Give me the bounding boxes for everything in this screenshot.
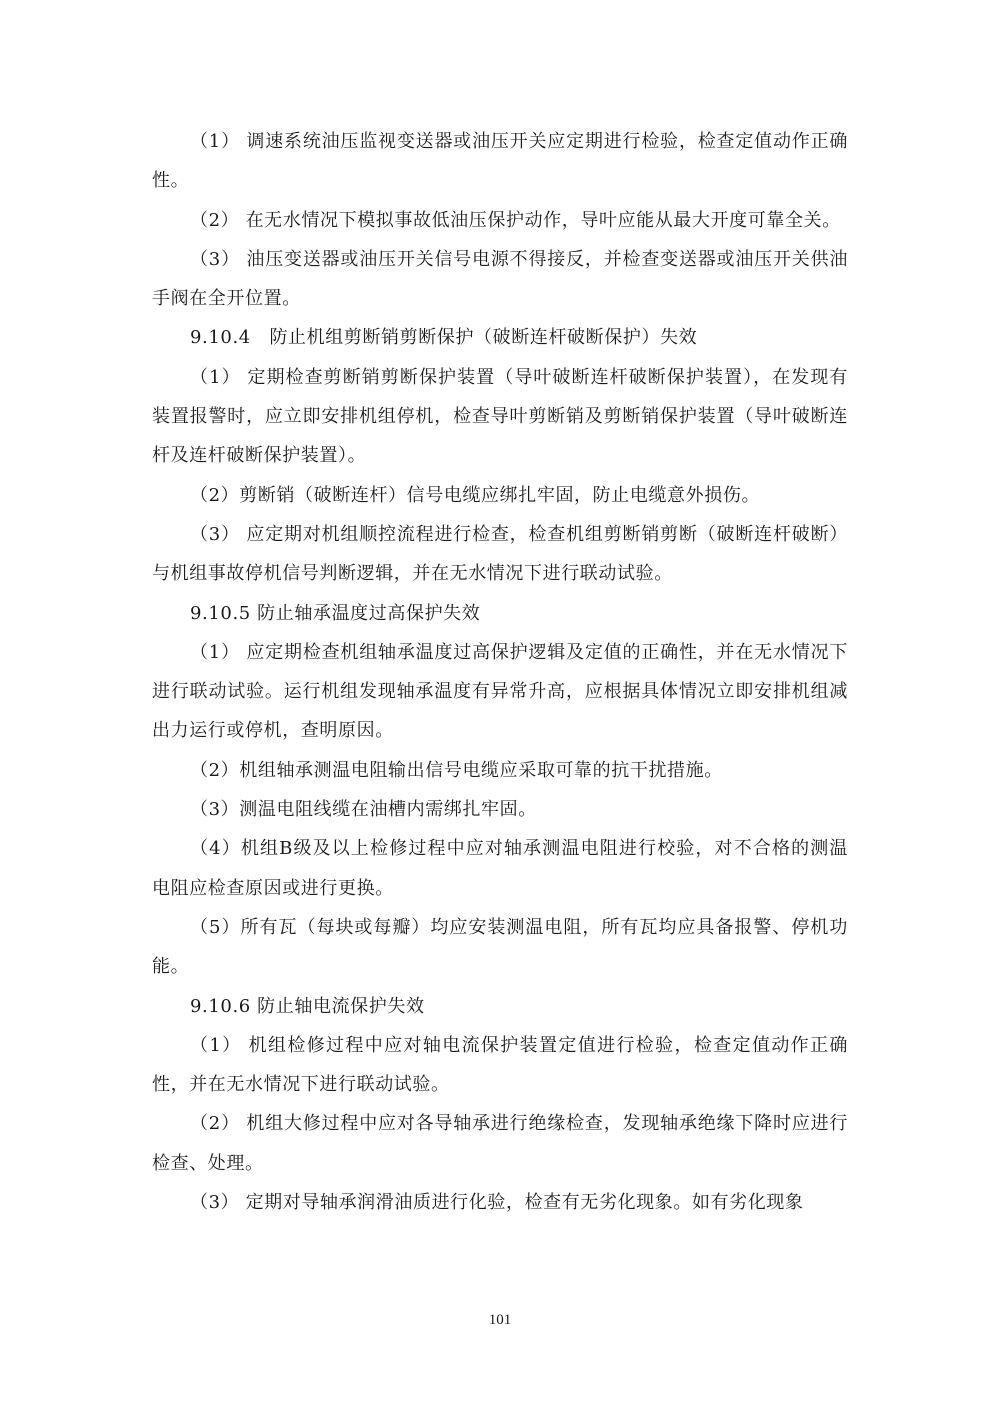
- paragraph: （2） 机组大修过程中应对各导轴承进行绝缘检查，发现轴承绝缘下降时应进行检查、处理。: [152, 1113, 848, 1174]
- paragraph: （3） 油压变送器或油压开关信号电源不得接反，并检查变送器或油压开关供油手阀在全开位置。: [152, 248, 848, 310]
- section-heading: 9.10.4 防止机组剪断销剪断保护（破断连杆破断保护）失效: [190, 327, 698, 349]
- paragraph: （3） 定期对导轴承润滑油质进行化验，检查有无劣化现象。如有劣化现象: [190, 1192, 804, 1214]
- paragraph: （5）所有瓦（每块或每瓣）均应安装测温电阻，所有瓦均应具备报警、停机功能。: [152, 916, 848, 978]
- paragraph: （4）机组B级及以上检修过程中应对轴承测温电阻进行校验，对不合格的测温电阻应检查原因或进行更换。: [152, 838, 848, 899]
- page-number: 101: [488, 1312, 512, 1328]
- paragraph: （1） 应定期检查机组轴承温度过高保护逻辑及定值的正确性，并在无水情况下进行联动试验。运行机组发现轴承温度有异常升高，应根据具体情况立即安排机组减出力运行或停机，查明原因。: [152, 641, 848, 742]
- paragraph: （1） 调速系统油压监视变送器或油压开关应定期进行检验，检查定值动作正确性。: [152, 131, 848, 192]
- paragraph: （3） 应定期对机组顺控流程进行检查，检查机组剪断销剪断（破断连杆破断）与机组事故停机信号判断逻辑，并在无水情况下进行联动试验。: [152, 523, 848, 585]
- paragraph: （2）机组轴承测温电阻输出信号电缆应采取可靠的抗干扰措施。: [190, 759, 723, 781]
- section-heading: 9.10.6 防止轴电流保护失效: [190, 995, 425, 1017]
- paragraph: （1） 定期检查剪断销剪断保护装置（导叶破断连杆破断保护装置），在发现有装置报警时，应立即安排机组停机，检查导叶剪断销及剪断销保护装置（导叶破断连杆及连杆破断保护装置）。: [152, 366, 848, 467]
- paragraph: （2） 在无水情况下模拟事故低油压保护动作，导叶应能从最大开度可靠全关。: [190, 209, 841, 231]
- page-content: [152, 122, 848, 1222]
- paragraph: （2）剪断销（破断连杆）信号电缆应绑扎牢固，防止电缆意外损伤。: [190, 484, 761, 506]
- paragraph: （1） 机组检修过程中应对轴电流保护装置定值进行检验，检查定值动作正确性，并在无水情况下进行联动试验。: [152, 1034, 848, 1096]
- paragraph: （3）测温电阻线缆在油槽内需绑扎牢固。: [190, 799, 537, 821]
- section-heading: 9.10.5 防止轴承温度过高保护失效: [190, 602, 481, 624]
